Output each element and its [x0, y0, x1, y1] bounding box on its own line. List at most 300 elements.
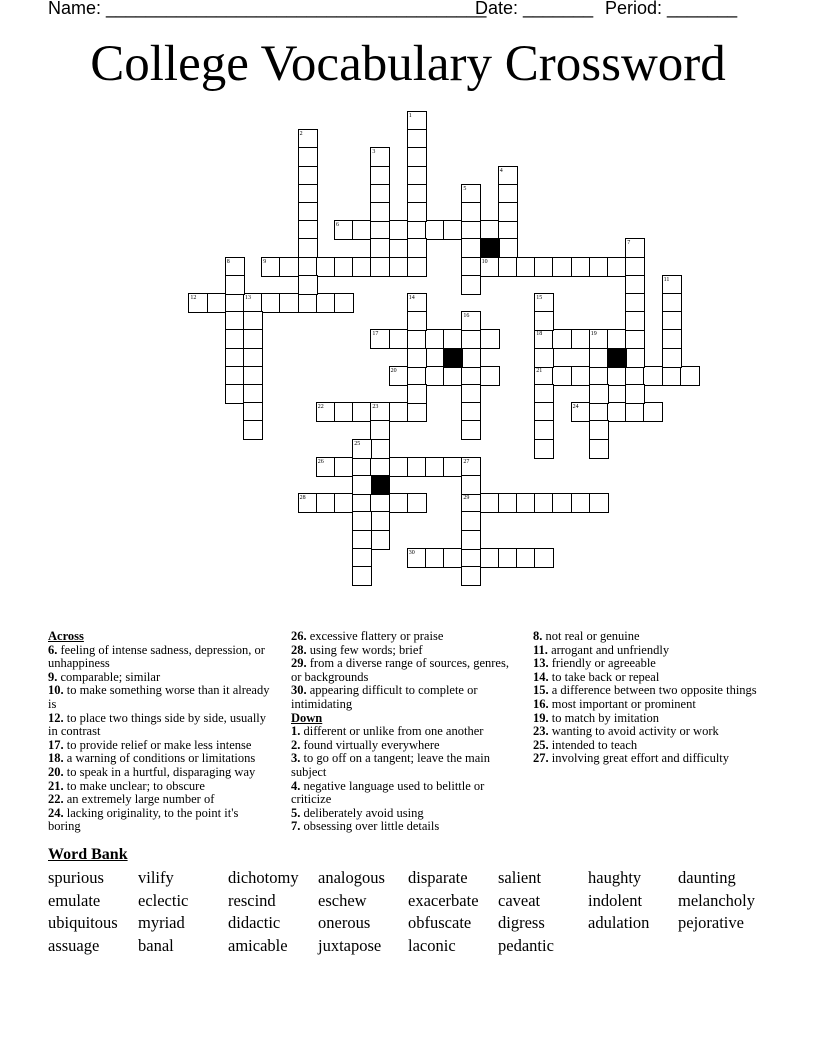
grid-cell[interactable] [589, 366, 609, 386]
grid-cell[interactable] [680, 366, 700, 386]
clue-number-label: 11. [533, 642, 548, 657]
clue-number: 13 [245, 295, 251, 301]
grid-cell[interactable] [480, 329, 500, 349]
grid-cell[interactable] [370, 511, 390, 531]
grid-cell[interactable] [298, 147, 318, 167]
grid-cell[interactable] [225, 275, 245, 295]
clue-item: 15. a difference between two opposite things [533, 683, 757, 698]
clue-number: 16 [463, 313, 470, 320]
grid-cell[interactable] [352, 566, 372, 586]
grid-cell[interactable] [589, 420, 609, 440]
clue-number-label: 18. [48, 751, 64, 766]
word-bank-word: pedantic [498, 935, 554, 955]
grid-cell[interactable] [425, 366, 445, 386]
clue-item: 20. to speak in a hurtful, disparaging way [48, 764, 256, 779]
word-bank-word: juxtapose [318, 935, 382, 955]
grid-cell[interactable] [589, 402, 609, 422]
clue-number-label: 27. [533, 751, 549, 766]
grid-cell[interactable] [316, 493, 336, 513]
grid-cell[interactable] [243, 348, 263, 368]
grid-cell[interactable] [571, 257, 591, 277]
grid-cell[interactable] [607, 402, 627, 422]
clue-number: 5 [463, 185, 467, 192]
word-bank-word: dichotomy [228, 868, 299, 887]
clue-number-label: 3. [291, 751, 301, 766]
word-bank-word: adulation [588, 913, 650, 933]
grid-cell[interactable] [461, 511, 481, 531]
grid-cell[interactable] [298, 202, 318, 222]
clue-number: 18 [536, 331, 543, 338]
word-bank-word: analogous [318, 868, 385, 887]
clue-item: 6. feeling of intense sadness, depression, or unhappiness [48, 642, 265, 671]
word-bank-title: Word Bank [48, 846, 128, 863]
clue-number-label: 10. [48, 683, 64, 698]
grid-cell[interactable] [243, 420, 263, 440]
grid-cell[interactable] [352, 220, 372, 240]
clues-column-1 [48, 630, 273, 834]
grid-cell[interactable] [625, 402, 645, 422]
grid-cell[interactable] [298, 184, 318, 204]
grid-cell[interactable] [407, 384, 427, 404]
grid-cell[interactable] [407, 402, 427, 422]
clue-item: 16. most important or prominent [533, 696, 696, 711]
grid-cell[interactable] [571, 493, 591, 513]
clue-item: 26. excessive flattery or praise [291, 629, 444, 643]
grid-cell[interactable] [552, 329, 572, 349]
word-bank-word: amicable [228, 935, 288, 955]
clues-column-3 [533, 630, 758, 766]
clue-number: 15 [536, 295, 543, 301]
word-bank-word: banal [138, 935, 174, 955]
grid-cell[interactable] [298, 166, 318, 186]
grid-cell[interactable] [225, 366, 245, 386]
clue-number: 29 [463, 495, 470, 502]
grid-cell[interactable] [480, 366, 500, 386]
grid-cell[interactable] [370, 238, 390, 258]
word-bank-word: assuage [48, 935, 100, 955]
clue-item: 27. involving great effort and difficulty [533, 751, 730, 766]
grid-cell[interactable] [352, 257, 372, 277]
grid-cell[interactable] [461, 566, 481, 586]
grid-cell[interactable] [534, 384, 554, 404]
grid-cell[interactable] [461, 202, 481, 222]
clue-number-label: 19. [533, 710, 549, 725]
grid-cell[interactable] [461, 475, 481, 495]
clue-number-label: 30. [291, 683, 307, 698]
word-bank-word: ubiquitous [48, 913, 118, 933]
grid-cell[interactable] [243, 402, 263, 422]
period-field-label[interactable]: Period: _______ [605, 0, 738, 18]
grid-cell[interactable] [571, 366, 591, 386]
grid-cell[interactable] [352, 457, 372, 477]
word-bank-word: indolent [588, 890, 643, 910]
grid-cell[interactable] [389, 457, 409, 477]
clue-number: 9 [263, 258, 267, 265]
clue-number: 2 [299, 131, 303, 138]
grid-cell[interactable] [425, 548, 445, 568]
clue-number-label: 1. [291, 724, 301, 739]
grid-cell[interactable] [461, 275, 481, 295]
page-title: College Vocabulary Crossword [90, 36, 726, 92]
grid-cell[interactable] [534, 439, 554, 459]
grid-cell[interactable] [589, 493, 609, 513]
clues-column-2 [291, 630, 516, 834]
clue-number: 30 [408, 549, 415, 556]
clue-number-label: 21. [48, 778, 64, 793]
grid-cell[interactable] [534, 311, 554, 331]
grid-cell[interactable] [516, 548, 536, 568]
black-cell [370, 475, 390, 495]
grid-cell[interactable] [243, 311, 263, 331]
grid-cell[interactable] [461, 548, 481, 568]
grid-cell[interactable] [662, 348, 682, 368]
grid-cell[interactable] [461, 402, 481, 422]
grid-cell[interactable] [225, 348, 245, 368]
clue-number-label: 25. [533, 737, 549, 752]
grid-cell[interactable] [370, 530, 390, 550]
grid-cell[interactable] [589, 439, 609, 459]
clue-number-label: 7. [291, 819, 301, 834]
word-bank-word: haughty [588, 868, 642, 887]
grid-cell[interactable] [461, 420, 481, 440]
clue-number-label: 17. [48, 737, 64, 752]
clue-number: 28 [299, 495, 306, 502]
header [48, 0, 788, 20]
word-bank-word: onerous [318, 913, 371, 933]
clue-number-label: 5. [291, 805, 301, 820]
grid-cell[interactable] [334, 457, 354, 477]
clue-number-label: 14. [533, 669, 549, 684]
grid-cell[interactable] [225, 329, 245, 349]
clue-item: 23. wanting to avoid activity or work [533, 724, 719, 739]
grid-cell[interactable] [625, 311, 645, 331]
grid-cell[interactable] [516, 257, 536, 277]
clue-item: 11. arrogant and unfriendly [533, 642, 670, 657]
grid-cell[interactable] [461, 257, 481, 277]
grid-cell[interactable] [407, 184, 427, 204]
clue-number: 20 [390, 367, 397, 374]
grid-cell[interactable] [461, 384, 481, 404]
grid-cell[interactable] [425, 329, 445, 349]
grid-cell[interactable] [352, 493, 372, 513]
clue-item: 9. comparable; similar [48, 669, 161, 684]
word-bank-word: pejorative [678, 913, 744, 933]
grid-cell[interactable] [243, 384, 263, 404]
grid-cell[interactable] [279, 257, 299, 277]
grid-cell[interactable] [589, 348, 609, 368]
clue-number: 10 [481, 258, 488, 265]
word-bank-word: didactic [228, 913, 281, 933]
word-bank-word: emulate [48, 890, 101, 910]
clue-number-label: 20. [48, 764, 64, 779]
grid-cell[interactable] [370, 493, 390, 513]
clue-item: 21. to make unclear; to obscure [48, 778, 205, 793]
clue-number-label: 6. [48, 642, 58, 657]
clue-number: 7 [627, 240, 631, 247]
clue-item: 24. lacking originality, to the point it's boring [48, 805, 239, 834]
clue-number-label: 12. [48, 710, 64, 725]
grid-cell[interactable] [516, 493, 536, 513]
clue-number-label: 26. [291, 629, 307, 643]
grid-cell[interactable] [407, 257, 427, 277]
grid-cell[interactable] [243, 366, 263, 386]
clue-number: 22 [317, 404, 324, 411]
grid-cell[interactable] [352, 530, 372, 550]
grid-cell[interactable] [498, 493, 518, 513]
clue-number: 3 [372, 149, 376, 156]
grid-cell[interactable] [389, 257, 409, 277]
grid-cell[interactable] [643, 402, 663, 422]
word-bank-word: salient [498, 868, 542, 887]
clue-item: 29. from a diverse range of sources, genres, or backgrounds [291, 656, 509, 684]
clue-number: 19 [590, 331, 597, 338]
grid-cell[interactable] [552, 366, 572, 386]
grid-cell[interactable] [625, 329, 645, 349]
grid-cell[interactable] [498, 548, 518, 568]
clue-number: 24 [572, 404, 579, 411]
clue-number-label: 2. [291, 737, 301, 752]
clue-item: 7. obsessing over little details [291, 819, 440, 834]
clue-item: 30. appearing difficult to complete or intimidating [291, 683, 478, 711]
grid-cell[interactable] [498, 202, 518, 222]
clue-item: 5. deliberately avoid using [291, 805, 424, 820]
grid-cell[interactable] [298, 220, 318, 240]
grid-cell[interactable] [571, 329, 591, 349]
grid-cell[interactable] [370, 420, 390, 440]
grid-cell[interactable] [261, 293, 281, 313]
word-bank-word: myriad [138, 913, 185, 933]
grid-cell[interactable] [443, 548, 463, 568]
date-field-label[interactable]: Date: _______ [475, 0, 594, 18]
clue-number-label: 22. [48, 792, 64, 807]
grid-cell[interactable] [498, 220, 518, 240]
grid-cell[interactable] [607, 329, 627, 349]
grid-cell[interactable] [407, 220, 427, 240]
grid-cell[interactable] [534, 548, 554, 568]
clue-number-label: 16. [533, 696, 549, 711]
clue-number: 11 [663, 276, 670, 283]
grid-cell[interactable] [407, 166, 427, 186]
clue-number: 1 [408, 113, 412, 119]
grid-cell[interactable] [461, 348, 481, 368]
clue-number-label: 24. [48, 805, 64, 820]
grid-cell[interactable] [498, 184, 518, 204]
grid-cell[interactable] [316, 257, 336, 277]
grid-cell[interactable] [443, 220, 463, 240]
word-bank-word: eclectic [138, 890, 189, 910]
grid-cell[interactable] [279, 293, 299, 313]
word-bank-word: melancholy [678, 890, 755, 910]
clue-section-heading: Down [291, 710, 323, 725]
grid-cell[interactable] [625, 275, 645, 295]
grid-cell[interactable] [662, 366, 682, 386]
clue-section-heading: Across [48, 629, 84, 643]
grid-cell[interactable] [534, 420, 554, 440]
grid-cell[interactable] [625, 257, 645, 277]
grid-cell[interactable] [607, 366, 627, 386]
clue-number: 21 [536, 367, 543, 374]
clue-number-label: 4. [291, 778, 301, 793]
grid-cell[interactable] [498, 257, 518, 277]
black-cell [607, 348, 627, 368]
grid-cell[interactable] [534, 402, 554, 422]
grid-cell[interactable] [480, 548, 500, 568]
grid-cell[interactable] [316, 293, 336, 313]
grid-cell[interactable] [207, 293, 227, 313]
grid-cell[interactable] [298, 257, 318, 277]
grid-cell[interactable] [352, 475, 372, 495]
word-bank-word: rescind [228, 890, 276, 910]
clue-number: 17 [372, 331, 379, 338]
grid-cell[interactable] [480, 493, 500, 513]
grid-cell[interactable] [389, 402, 409, 422]
grid-cell[interactable] [662, 329, 682, 349]
grid-cell[interactable] [407, 311, 427, 331]
grid-cell[interactable] [407, 457, 427, 477]
grid-cell[interactable] [625, 366, 645, 386]
clue-item: 10. to make something worse than it already is [48, 683, 270, 711]
grid-cell[interactable] [461, 366, 481, 386]
grid-cell[interactable] [662, 293, 682, 313]
word-bank-word: daunting [678, 868, 736, 887]
grid-cell[interactable] [225, 311, 245, 331]
clue-item: 28. using few words; brief [291, 642, 423, 657]
grid-cell[interactable] [370, 202, 390, 222]
clue-number: 27 [463, 458, 470, 465]
clue-item: 18. a warning of conditions or limitations [48, 751, 256, 766]
grid-cell[interactable] [225, 384, 245, 404]
grid-cell[interactable] [407, 493, 427, 513]
clue-item: 1. different or unlike from one another [291, 724, 484, 739]
grid-cell[interactable] [625, 293, 645, 313]
grid-cell[interactable] [498, 238, 518, 258]
word-bank-word: eschew [318, 890, 367, 910]
word-bank-word: vilify [138, 868, 174, 887]
grid-cell[interactable] [662, 311, 682, 331]
clue-number-label: 15. [533, 683, 549, 698]
grid-cell[interactable] [425, 457, 445, 477]
grid-cell[interactable] [534, 493, 554, 513]
grid-cell[interactable] [480, 220, 500, 240]
grid-cell[interactable] [407, 348, 427, 368]
grid-cell[interactable] [370, 220, 390, 240]
word-bank-word: exacerbate [408, 890, 479, 910]
clue-number-label: 23. [533, 724, 549, 739]
grid-cell[interactable] [407, 329, 427, 349]
clue-number-label: 28. [291, 642, 307, 657]
clue-number-label: 13. [533, 656, 549, 671]
grid-cell[interactable] [352, 548, 372, 568]
grid-cell[interactable] [370, 457, 390, 477]
word-bank-word: obfuscate [408, 913, 472, 933]
grid-cell[interactable] [625, 384, 645, 404]
clue-number-label: 9. [48, 669, 58, 684]
clue-item: 3. to go off on a tangent; leave the main subject [291, 751, 491, 779]
grid-cell[interactable] [425, 220, 445, 240]
grid-cell[interactable] [370, 439, 390, 459]
clue-item: 4. negative language used to belittle or criticize [291, 778, 485, 807]
grid-cell[interactable] [243, 329, 263, 349]
grid-cell[interactable] [298, 293, 318, 313]
clue-item: 13. friendly or agreeable [533, 656, 656, 671]
grid-cell[interactable] [443, 457, 463, 477]
clue-number: 23 [372, 404, 379, 411]
grid-cell[interactable] [352, 402, 372, 422]
clue-number: 26 [317, 458, 324, 465]
grid-cell[interactable] [552, 493, 572, 513]
grid-cell[interactable] [607, 257, 627, 277]
grid-cell[interactable] [370, 166, 390, 186]
clue-item: 2. found virtually everywhere [291, 737, 440, 752]
grid-cell[interactable] [298, 275, 318, 295]
clue-number: 8 [226, 258, 230, 265]
grid-cell[interactable] [225, 293, 245, 313]
grid-cell[interactable] [407, 202, 427, 222]
grid-cell[interactable] [443, 366, 463, 386]
grid-cell[interactable] [589, 384, 609, 404]
name-field-label[interactable]: Name: ______________________________________ [48, 0, 487, 18]
clue-number-label: 29. [291, 656, 307, 671]
clue-number: 12 [190, 295, 197, 301]
grid-cell[interactable] [407, 147, 427, 167]
grid-cell[interactable] [298, 238, 318, 258]
clue-item: 22. an extremely large number of [48, 792, 215, 807]
grid-cell[interactable] [370, 257, 390, 277]
grid-cell[interactable] [589, 257, 609, 277]
grid-cell[interactable] [461, 329, 481, 349]
grid-cell[interactable] [552, 257, 572, 277]
grid-cell[interactable] [461, 530, 481, 550]
grid-cell[interactable] [389, 493, 409, 513]
grid-cell[interactable] [352, 511, 372, 531]
word-bank-word: disparate [408, 868, 468, 887]
clue-number: 6 [336, 222, 339, 229]
word-bank-word: caveat [498, 890, 541, 910]
grid-cell[interactable] [334, 293, 354, 313]
grid-cell[interactable] [334, 257, 354, 277]
clue-item: 25. intended to teach [533, 737, 638, 752]
black-cell [443, 348, 463, 368]
grid-cell[interactable] [534, 257, 554, 277]
word-bank-word: spurious [48, 868, 104, 887]
word-bank-word: laconic [408, 935, 456, 955]
grid-cell[interactable] [443, 329, 463, 349]
clue-item: 17. to provide relief or make less intense [48, 737, 252, 752]
grid-cell[interactable] [407, 366, 427, 386]
word-bank-word: digress [498, 913, 545, 933]
grid-cell[interactable] [461, 220, 481, 240]
black-cell [480, 238, 500, 258]
grid-cell[interactable] [334, 493, 354, 513]
grid-cell[interactable] [407, 129, 427, 149]
grid-cell[interactable] [407, 238, 427, 258]
clue-item: 8. not real or genuine [533, 629, 640, 643]
clue-item: 12. to place two things side by side, usually in contrast [48, 710, 267, 739]
clue-item: 19. to match by imitation [533, 710, 660, 725]
grid-cell[interactable] [370, 184, 390, 204]
clue-number: 4 [499, 167, 503, 174]
grid-cell[interactable] [389, 329, 409, 349]
clue-number-label: 8. [533, 629, 543, 643]
grid-cell[interactable] [334, 402, 354, 422]
clue-number: 25 [354, 440, 361, 447]
clue-item: 14. to take back or repeal [533, 669, 660, 684]
grid-cell[interactable] [643, 366, 663, 386]
grid-cell[interactable] [389, 220, 409, 240]
grid-cell[interactable] [625, 348, 645, 368]
grid-cell[interactable] [461, 238, 481, 258]
grid-cell[interactable] [534, 348, 554, 368]
